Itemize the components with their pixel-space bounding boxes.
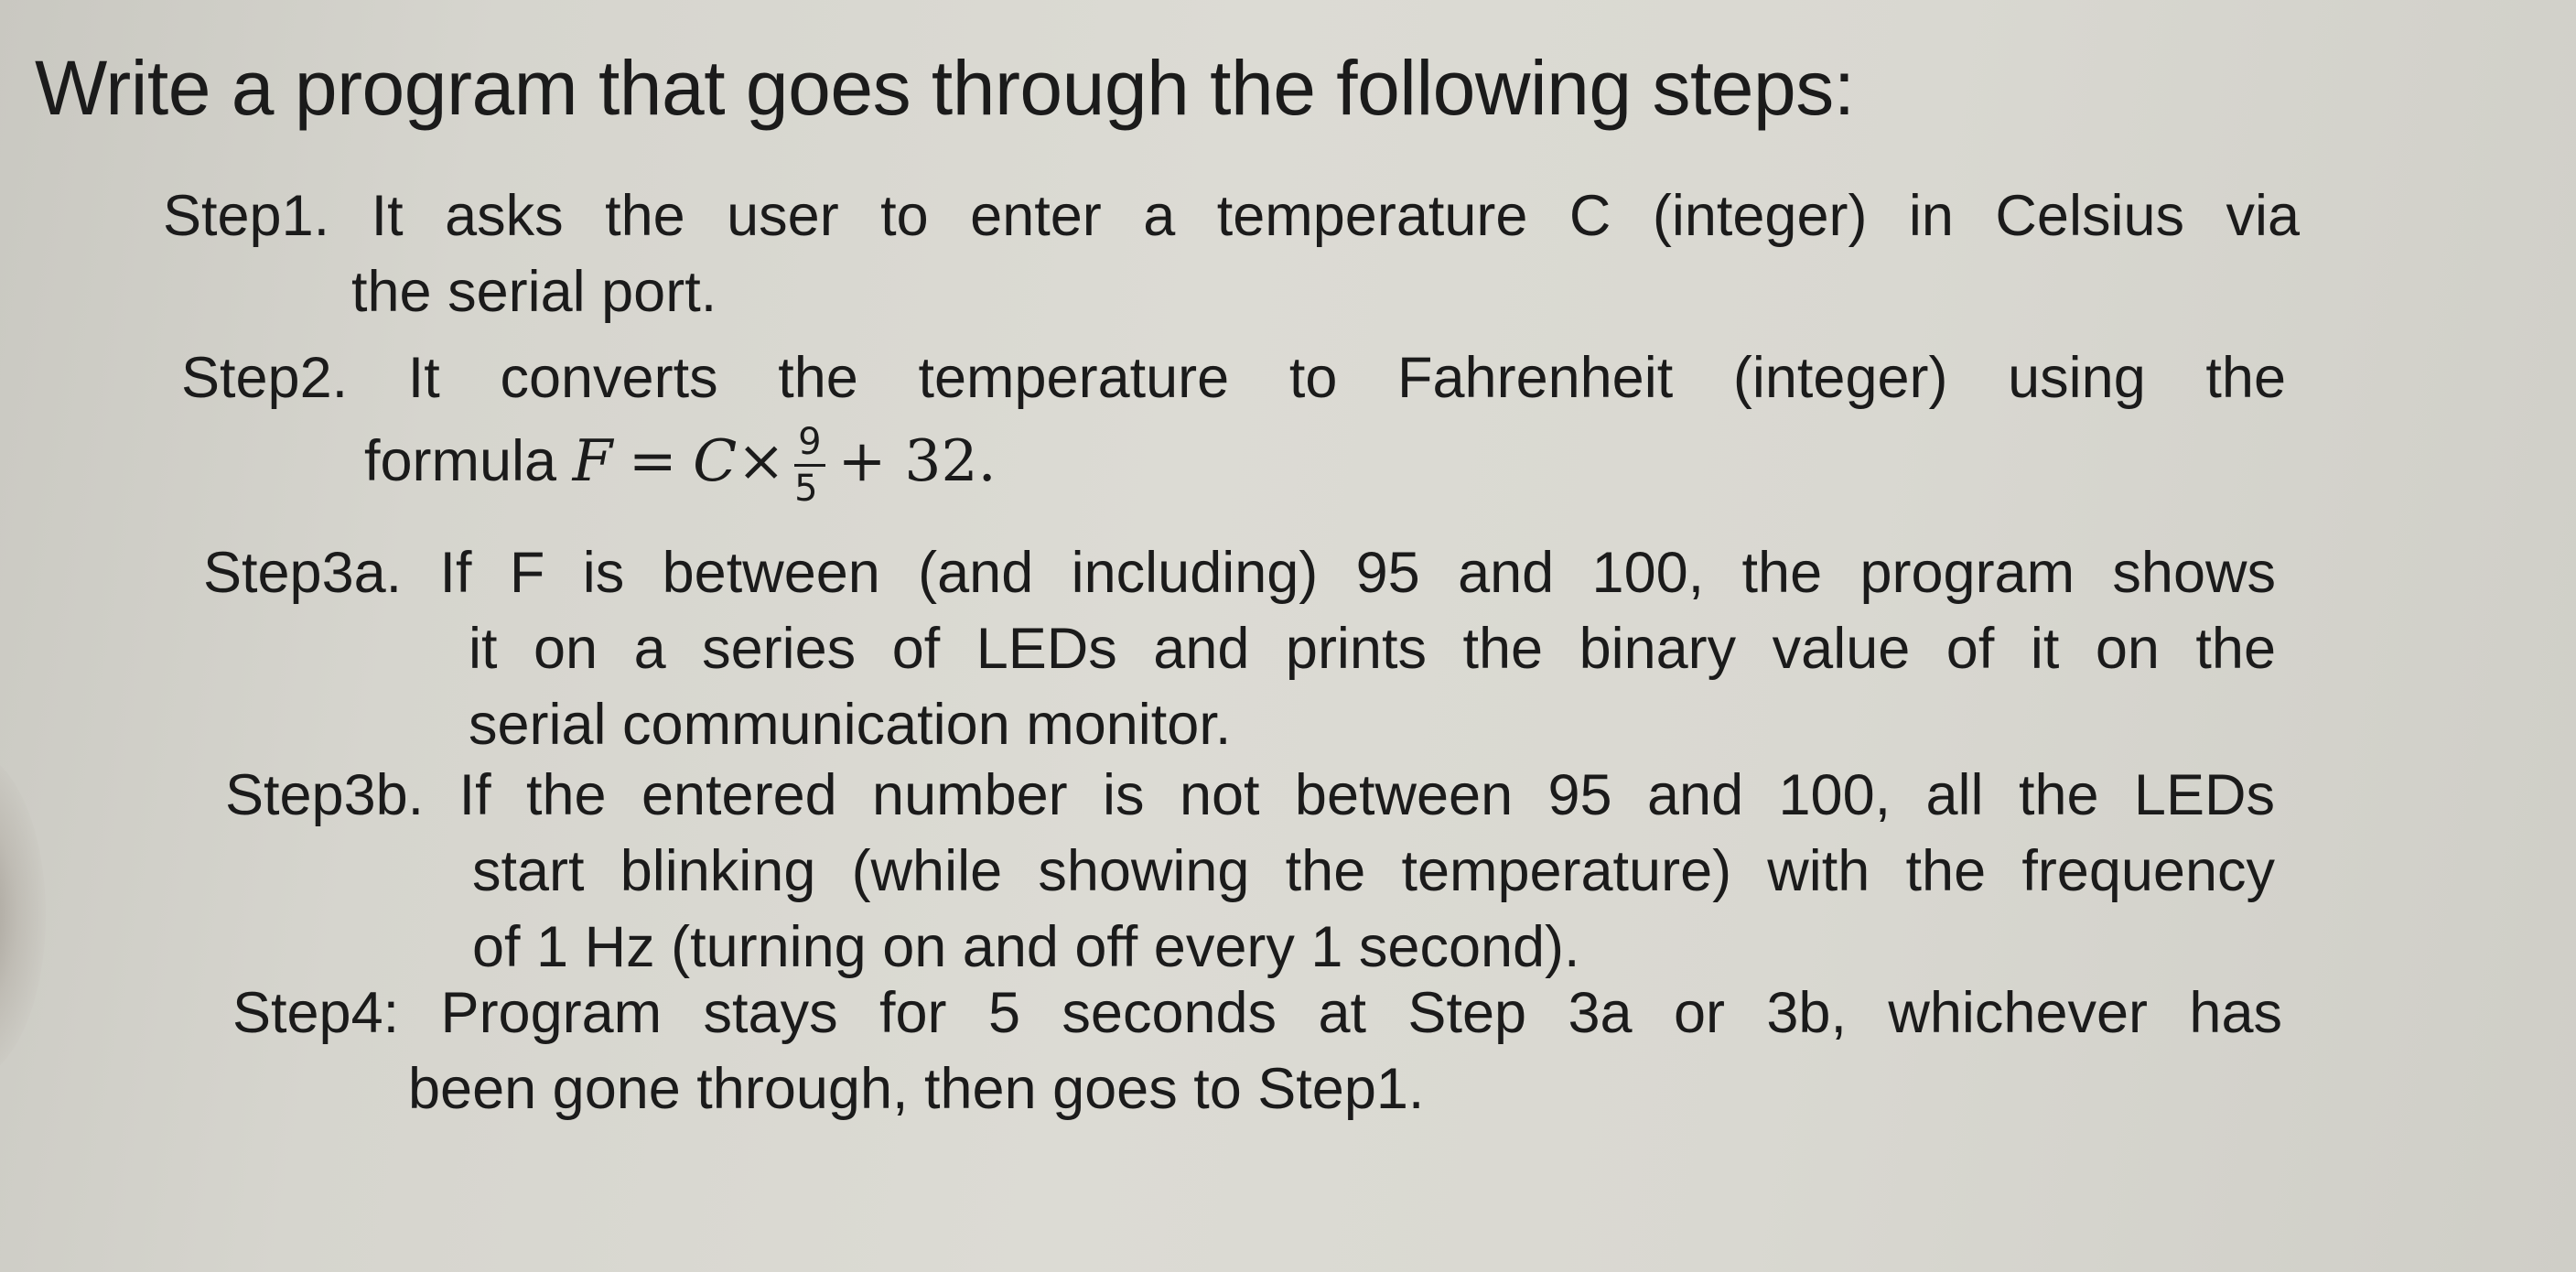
step-3b (225, 758, 2275, 986)
step-3a-line-3: serial communication monitor. (469, 693, 1232, 757)
step-4-line-1: Step4: Program stays for 5 seconds at Step 3a or 3b, whichever has (232, 981, 2282, 1045)
step-3a-line-2: it on a series of LEDs and prints the binary value of it on the (469, 617, 2276, 681)
formula-equals: = (628, 427, 677, 495)
step-3a-line-1: Step3a. If F is between (and including) 95 and 100, the program shows (203, 541, 2276, 605)
formula-f: F (572, 427, 613, 495)
formula-word: formula (364, 429, 557, 494)
step-4 (232, 976, 2282, 1127)
formula-c: C (693, 427, 738, 495)
step-3b-line-3: of 1 Hz (turning on and off every 1 second). (472, 915, 1580, 979)
step-4-line-2: been gone through, then goes to Step1. (408, 1057, 1425, 1121)
step-2-line-1: Step2. It converts the temperature to Fahrenheit (integer) using the (181, 346, 2286, 410)
formula-rest: + 32. (837, 427, 997, 495)
step-3a (203, 535, 2276, 763)
fraction-denominator: 5 (794, 468, 818, 510)
step-2 (181, 340, 2286, 509)
step-2-formula-line (181, 422, 2286, 509)
step-3b-line-1: Step3b. If the entered number is not between 95 and 100, all the LEDs (225, 763, 2275, 827)
fraction-numerator: 9 (794, 422, 825, 467)
step-1-line-1: Step1. It asks the user to enter a temperature C (integer) in Celsius via (163, 184, 2300, 248)
step-1 (163, 178, 2300, 330)
formula-fraction (794, 422, 825, 509)
finger-shadow (0, 750, 46, 1080)
page-heading: Write a program that goes through the following steps: (35, 45, 1855, 131)
step-1-line-2: the serial port. (351, 260, 717, 324)
formula-times: × (737, 427, 786, 495)
step-3b-line-2: start blinking (while showing the temperature) with the frequency (472, 839, 2275, 903)
